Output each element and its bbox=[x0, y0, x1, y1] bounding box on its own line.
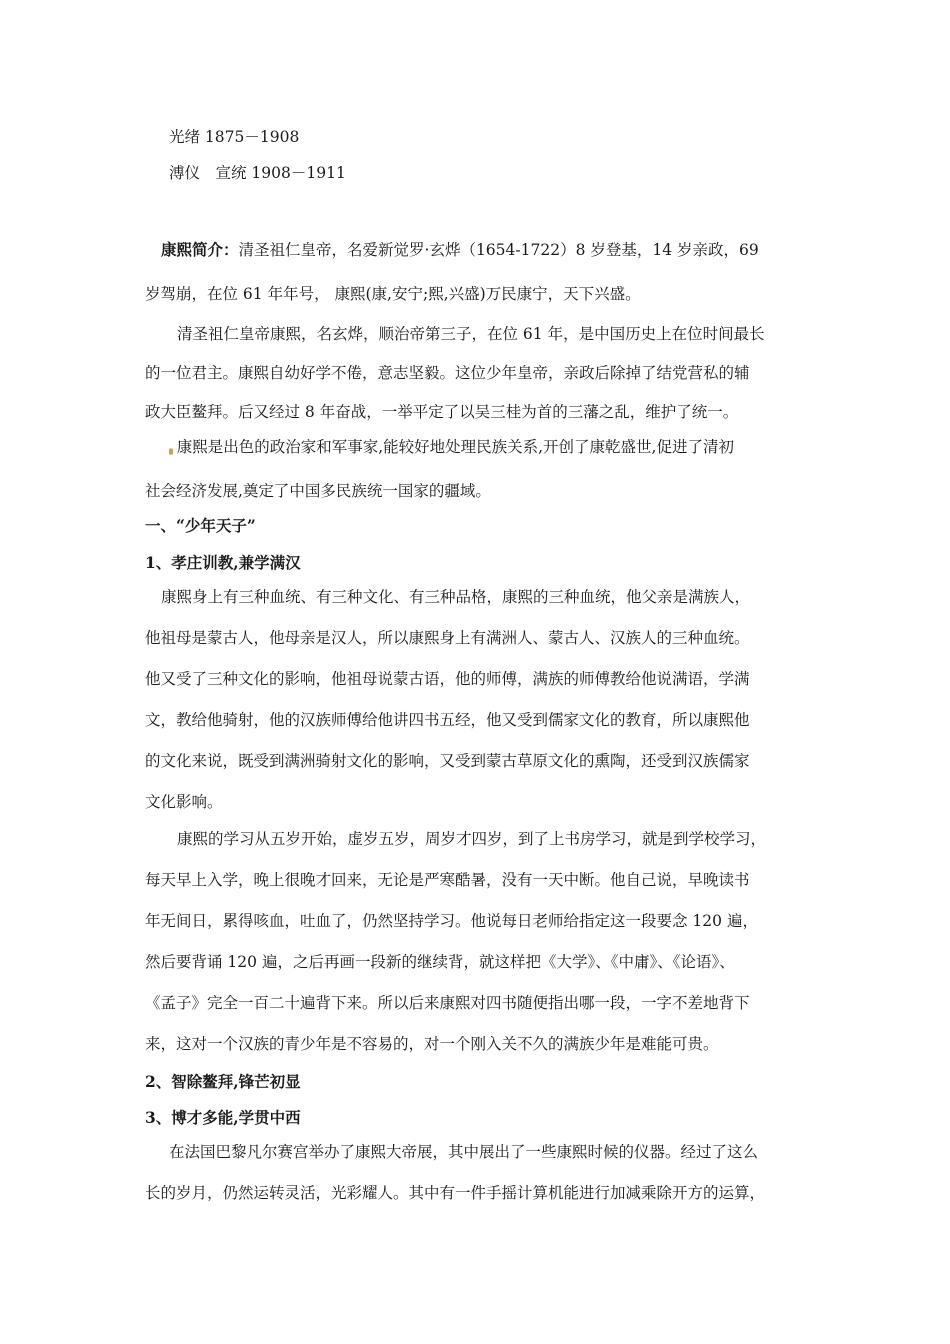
para3-line-4: 文，教给他骑射，他的汉族师傅给他讲四书五经，他又受到儒家文化的教育，所以康熙他 bbox=[145, 711, 750, 729]
intro-label: 康熙简介： bbox=[161, 240, 239, 259]
intro-line-1 bbox=[161, 240, 759, 260]
para5-line-1: 在法国巴黎凡尔赛宫举办了康熙大帝展，其中展出了一些康熙时候的仪器。经过了这么 bbox=[169, 1143, 759, 1161]
para4-line-6: 来，这对一个汉族的青少年是不容易的，对一个刚入关不久的满族少年是难能可贵。 bbox=[145, 1035, 719, 1053]
para4-line-5: 《孟子》完全一百二十遍背下来。所以后来康熙对四书随便指出哪一段，一字不差地背下 bbox=[145, 994, 750, 1012]
para3-line-6: 文化影响。 bbox=[145, 793, 223, 811]
para4-line-3: 年无间日，累得咳血，吐血了，仍然坚持学习。他说每日老师给指定这一段要念 120 遍， bbox=[145, 912, 758, 930]
para3-line-3: 他又受了三种文化的影响，他祖母说蒙古语，他的师傅，满族的师傅教给他说满语，学满 bbox=[145, 670, 750, 688]
emperor-puyi: 溥仪 宣统 1908－1911 bbox=[169, 164, 346, 182]
intro-line-1-text: 清圣祖仁皇帝，名爱新觉罗·玄烨（1654-1722）8 岁登基，14 岁亲政，69 bbox=[238, 241, 759, 259]
para2-line-2: 社会经济发展,奠定了中国多民族统一国家的疆域。 bbox=[145, 482, 491, 500]
para5-line-2: 长的岁月，仍然运转灵活，光彩耀人。其中有一件手摇计算机能进行加减乘除开方的运算， bbox=[145, 1184, 766, 1202]
para4-line-4: 然后要背诵 120 遍，之后再画一段新的继续背，就这样把《大学》、《中庸》、《论语》、 bbox=[145, 953, 735, 971]
para3-line-1: 康熙身上有三种血统、有三种文化、有三种品格，康熙的三种血统，他父亲是满族人， bbox=[161, 588, 751, 606]
para2-line-1-text: 康熙是出色的政治家和军事家,能较好地处理民族关系,开创了康乾盛世,促进了清初 bbox=[176, 438, 734, 456]
para1-line-3: 政大臣鳌拜。后又经过 8 年奋战，一举平定了以吴三桂为首的三藩之乱，维护了统一。 bbox=[145, 403, 739, 421]
para2-line-1 bbox=[169, 437, 734, 460]
heading-1: 一、“少年天子” bbox=[145, 516, 256, 535]
para1-line-2: 的一位君主。康熙自幼好学不倦，意志坚毅。这位少年皇帝，亲政后除掉了结党营私的辅 bbox=[145, 364, 750, 382]
para4-line-2: 每天早上入学，晚上很晚才回来，无论是严寒酷暑，没有一天中断。他自己说，早晚读书 bbox=[145, 871, 750, 889]
subheading-2: 2、智除鳌拜,锋芒初显 bbox=[145, 1072, 301, 1091]
para4-line-1: 康熙的学习从五岁开始，虚岁五岁，周岁才四岁，到了上书房学习，就是到学校学习， bbox=[177, 830, 767, 848]
subheading-1: 1、孝庄训教,兼学满汉 bbox=[145, 553, 301, 572]
intro-line-2: 岁驾崩，在位 61 年年号， 康熙(康,安宁;熙,兴盛)万民康宁，天下兴盛。 bbox=[145, 285, 641, 303]
para3-line-2: 他祖母是蒙古人，他母亲是汉人，所以康熙身上有满洲人、蒙古人、汉族人的三种血统。 bbox=[145, 629, 750, 647]
para3-line-5: 的文化来说，既受到满洲骑射文化的影响，又受到蒙古草原文化的熏陶，还受到汉族儒家 bbox=[145, 752, 750, 770]
subheading-3: 3、博才多能,学贯中西 bbox=[145, 1108, 301, 1127]
para1-line-1: 清圣祖仁皇帝康熙，名玄烨，顺治帝第三子，在位 61 年，是中国历史上在位时间最长 bbox=[177, 325, 765, 343]
edit-mark-icon: ▖ bbox=[169, 444, 177, 455]
emperor-guangxu: 光绪 1875－1908 bbox=[169, 128, 300, 146]
